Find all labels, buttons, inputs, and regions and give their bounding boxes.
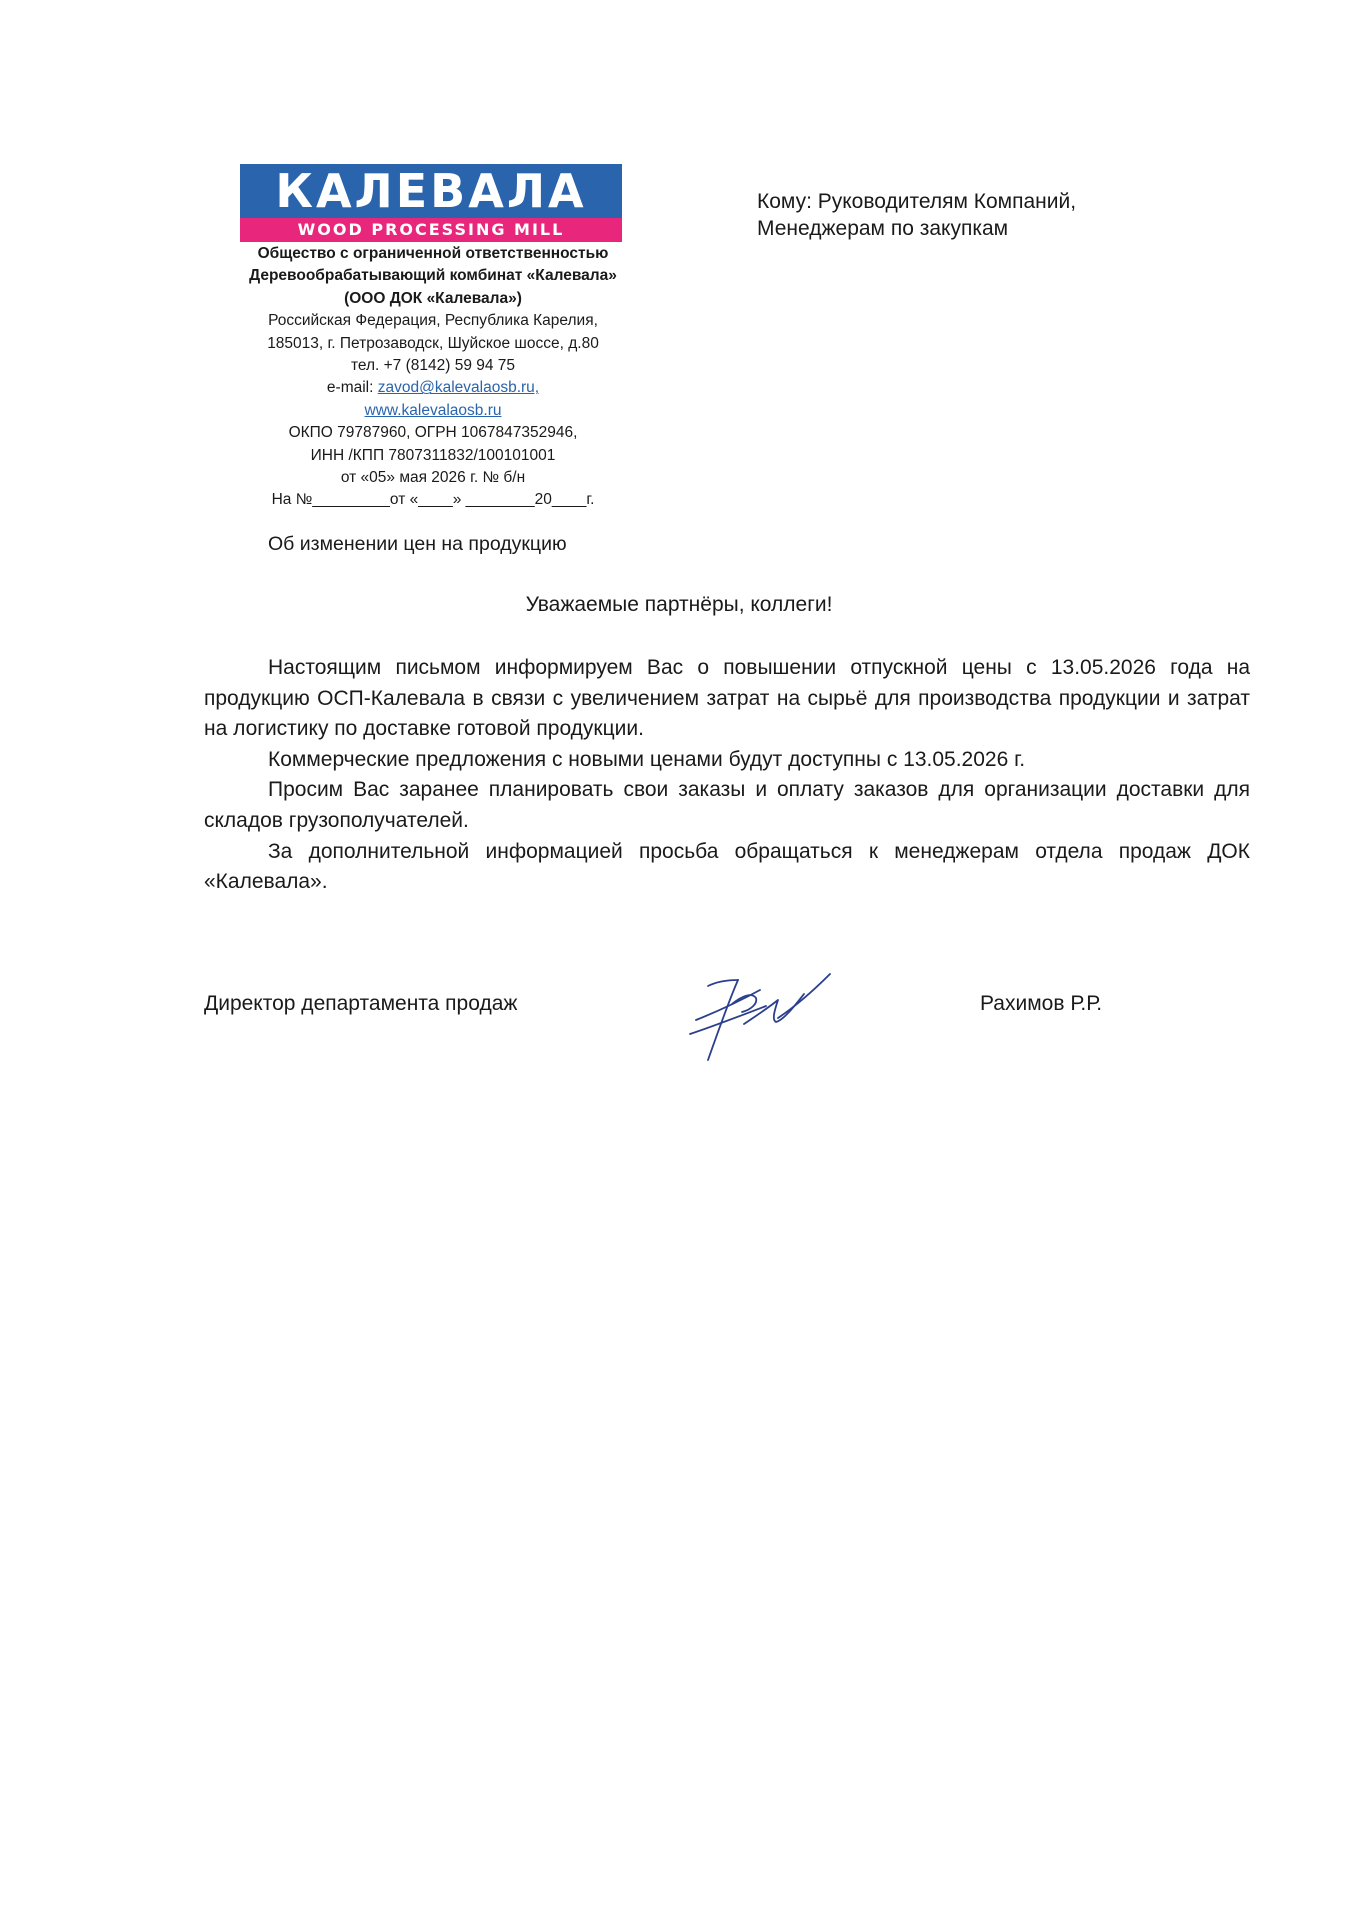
email-link[interactable]: zavod@kalevalaosb.ru, <box>377 379 540 397</box>
logo-name-band <box>240 164 622 218</box>
recipient-line2: Менеджерам по закупкам <box>757 217 1009 240</box>
logo-tagline: WOOD PROCESSING MILL <box>297 220 565 239</box>
recipient-block <box>757 188 1076 242</box>
company-phone: тел. +7 (8142) 59 94 75 <box>350 357 516 375</box>
company-address-line1: Российская Федерация, Республика Карелия, <box>268 312 598 330</box>
company-short-name: (ООО ДОК «Калевала») <box>344 289 522 307</box>
company-inn: ИНН /КПП 7807311832/100101001 <box>310 446 556 464</box>
company-full-name: Деревообрабатывающий комбинат «Калевала» <box>249 267 617 285</box>
letter-reference: На №_________от «____» ________20____г. <box>271 491 595 509</box>
body-paragraph-1: Настоящим письмом информируем Вас о повышении отпускной цены с 13.05.2026 года на продукцию ОСП-Калевала в связи с увеличением затрат на сырьё для производства продукции и затрат на логистику по доставке готовой продукции. <box>204 656 1250 741</box>
company-legal-form: Общество с ограниченной ответственностью <box>257 245 609 262</box>
letter-subject: Об изменении цен на продукцию <box>268 533 567 555</box>
logo-tagline-band <box>240 218 622 242</box>
signatory-name: Рахимов Р.Р. <box>980 992 1103 1015</box>
logo-name: КАЛЕВАЛА <box>275 164 587 218</box>
letter-date: от «05» мая 2026 г. № б/н <box>340 469 526 487</box>
body-paragraph-4: За дополнительной информацией просьба обращаться к менеджерам отдела продаж ДОК «Калевала». <box>204 839 1250 894</box>
body-paragraph-3: Просим Вас заранее планировать свои заказы и оплату заказов для организации доставки для складов грузополучателей. <box>204 778 1250 832</box>
company-okpo: ОКПО 79787960, ОГРН 1067847352946, <box>288 424 578 442</box>
body-paragraph-2: Коммерческие предложения с новыми ценами будут доступны с 13.05.2026 г. <box>268 747 1026 771</box>
email-label: e-mail: <box>326 379 378 397</box>
handwritten-signature <box>686 968 836 1062</box>
website-link[interactable]: www.kalevalaosb.ru <box>364 401 502 419</box>
company-website-row <box>200 400 666 422</box>
company-address-line2: 185013, г. Петрозаводск, Шуйское шоссе, д.80 <box>267 334 599 352</box>
letter-greeting: Уважаемые партнёры, коллеги! <box>525 593 833 616</box>
company-details <box>200 243 666 512</box>
company-logo <box>240 164 622 242</box>
company-email-row <box>200 377 666 399</box>
signatory-title: Директор департамента продаж <box>204 992 518 1015</box>
recipient-line1: Кому: Руководителям Компаний, <box>757 190 1077 213</box>
letter-body <box>204 653 1250 898</box>
